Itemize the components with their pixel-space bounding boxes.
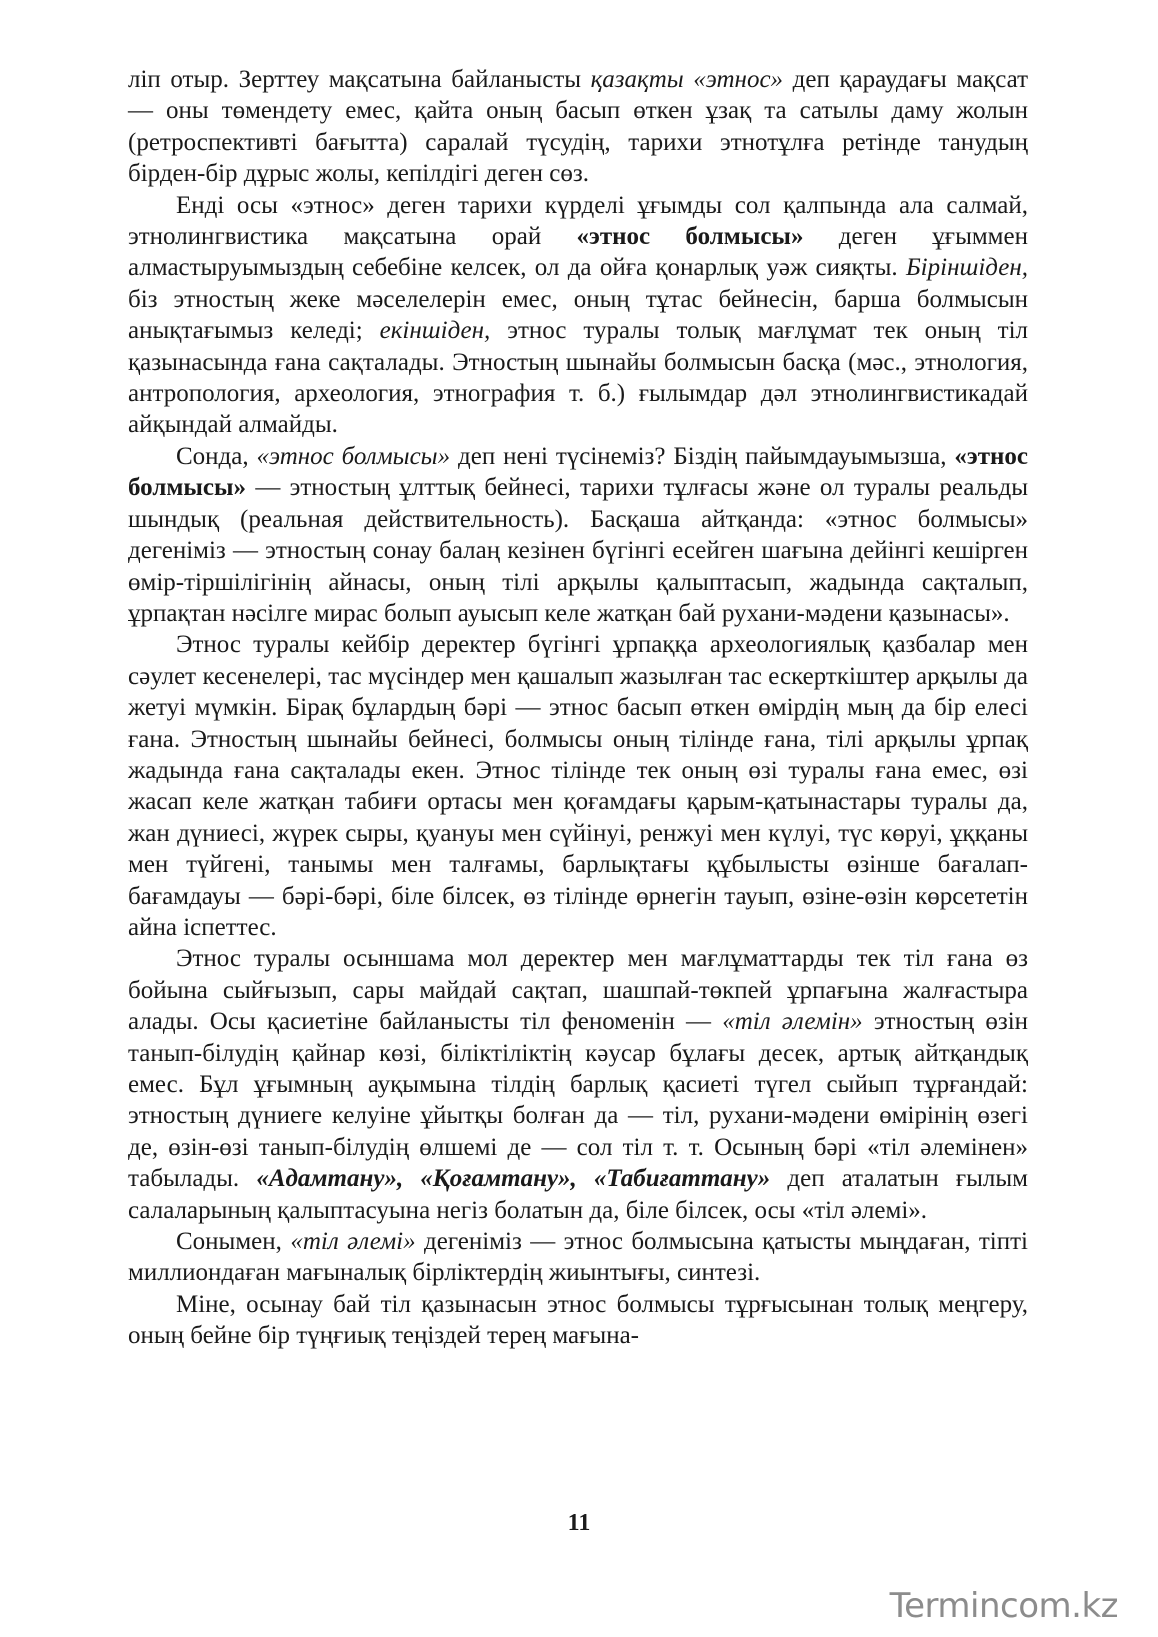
text-run: деп нені түсінеміз? Біздің пайымдауымызша, [450, 442, 955, 470]
text-run: — этностың ұлттық бейнесі, тарихи тұлғасы және ол туралы реальды шындық (реальная действительность). Басқаша айтқанда: «этнос болмысы» дегеніміз — этностың сонау балаң кезінен бүгінгі есейген шағына дейінгі кешірген өмір-тіршілігінің айнасы, оның тілі арқылы қалыптасып, жадында сақталып, ұрпақтан нәсілге мирас болып ауысып келе жатқан бай рухани-мәдени қазынасы». [128, 474, 1028, 627]
text-run: деп қараудағы мақсат — оны төмендету емес, қайта оның басып өткен ұзақ та сатылы даму жолын (ретроспективті бағытта) саралай түсудің, тарихи этнотұлға ретінде танудың бірден-бір дұрыс жолы, кепілдігі деген сөз. [128, 66, 1028, 188]
text-run: қазақты «этнос» [590, 66, 784, 93]
text-run: Міне, осынау бай тіл қазынасын этнос болмысы тұрғысынан толық меңгеру, оның бейне бір түңғиық теңіздей терең мағына- [128, 1290, 1028, 1350]
site-watermark: Termincom.kz [889, 1586, 1118, 1626]
text-run: Енді осы «этнос» деген тарихи күрделі ұғымды сол қалпында ала салмай, этнолингвистика мақсатына орай [128, 191, 1028, 251]
paragraph [128, 629, 1028, 943]
paragraph [128, 441, 1028, 629]
text-run: «этнос болмысы» [576, 223, 804, 251]
text-run: Сонымен, [176, 1228, 291, 1256]
text-run: «Адамтану», «Қоғамтану», «Табиғаттану» [256, 1165, 771, 1193]
paragraph [128, 1289, 1028, 1352]
paragraph [128, 64, 1028, 190]
paragraph [128, 943, 1028, 1226]
text-run: деп аталатын ғылым салаларының қалыптасуына негіз болатын да, біле білсек, осы «тіл әлемі». [128, 1165, 1028, 1224]
text-run: «этнос болмысы» [128, 442, 1028, 502]
text-run: «тіл әлемін» [722, 1008, 863, 1036]
text-run: деген ұғыммен алмастыруымыздың себебіне келсек, ол да ойға қонарлық уәж сияқты. [128, 223, 1028, 282]
text-run: дегеніміз — этнос болмысына қатысты мыңдаған, тіпті миллиондаған мағыналық бірліктердің жиынтығы, синтезі. [128, 1228, 1028, 1287]
paragraph [128, 1226, 1028, 1289]
text-run: Біріншіден, [905, 254, 1028, 282]
text-run: Сонда, [176, 442, 257, 470]
text-run: біз этностың жеке мәселелерін емес, оның тұтас бейнесін, барша болмысын анықтағымыз келеді; [128, 285, 1028, 345]
page-number: 11 [567, 1510, 591, 1536]
text-run: Этнос туралы кейбір деректер бүгінгі ұрпаққа археологиялық қазбалар мен сәулет кесенелері, тас мүсіндер мен қашалып жазылған тас ескерткіштер арқылы да жетуі мүмкін. Бірақ бұлардың бәрі — этнос басып өткен өмірдің мың да бір елесі ғана. Этностың шынайы бейнесі, болмысы оның тілінде ғана, тілі арқылы ұрпақ жадында ғана сақталады екен. Этнос тілінде тек оның өзі туралы ғана емес, өзі жасап келе жатқан табиғи ортасы мен қоғамдағы қарым-қатынастары туралы да, жан дүниесі, жүрек сыры, қуануы мен сүйінуі, ренжуі мен күлуі, түс көруі, ұққаны мен түйгені, танымы мен талғамы, барлықтағы құбылысты өзінше бағалап-бағамдауы — бәрі-бәрі, біле білсек, өз тілінде өрнегін тауып, өзіне-өзін көрсететін айна іспеттес. [128, 631, 1028, 941]
text-run: «этнос болмысы» [256, 442, 451, 470]
text-run: екіншіден, [379, 317, 491, 345]
text-run: «тіл әлемі» [290, 1228, 416, 1256]
body-text [128, 64, 1028, 1352]
text-run: ліп отыр. Зерттеу мақсатына байланысты [128, 66, 591, 93]
text-run: этностың өзін танып-білудің қайнар көзі, біліктіліктің кәусар бұлағы десек, артық айтқандық емес. Бұл ұғымның ауқымына тілдің барлық қасиеті түгел сыйып тұрғандай: этностың дүниеге келуіне ұйытқы болған да — тіл, рухани-мәдени өмірінің өзегі де, өзін-өзі танып-білудің өлшемі де — сол тіл т. т. Осының бәрі «тіл әлемінен» табылады. [128, 1008, 1029, 1193]
text-run: этнос туралы толық мағлұмат тек оның тіл қазынасында ғана сақталады. Этностың шынайы болмысын басқа (мәс., этнология, антропология, археология, этнография т. б.) ғылымдар дәл этнолингвистикадай айқындай алмайды. [128, 317, 1028, 439]
paragraph [128, 190, 1028, 441]
text-run: Этнос туралы осыншама мол деректер мен мағлұматтарды тек тіл ғана өз бойына сыйғызып, сары майдай сақтап, шашпай-төкпей ұрпағына жалғастыра алады. Осы қасиетіне байланысты тіл феноменін — [128, 945, 1028, 1036]
